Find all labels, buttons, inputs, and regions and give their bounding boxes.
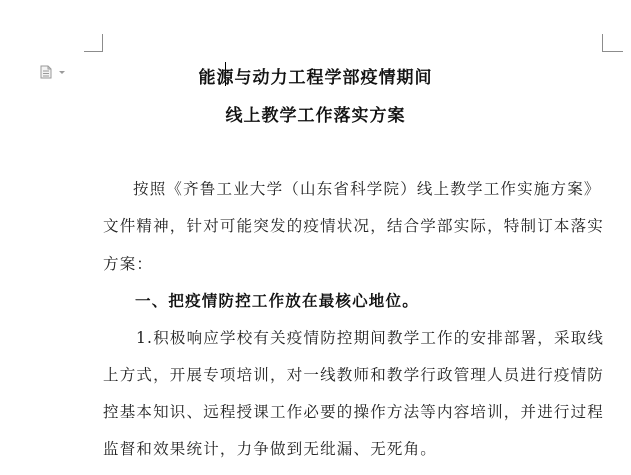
- document-title-line-1: 能源与动力工程学部疫情期间: [198, 68, 433, 88]
- item-1-line-4: 监督和效果统计，力争做到无纰漏、无死角。: [103, 440, 438, 458]
- paragraph-1-line-3: 方案：: [103, 255, 154, 273]
- page-corner-mark-top-left: [84, 34, 103, 52]
- item-1-line-3: 控基本知识、远程授课工作必要的操作方法等内容培训，并进行过程: [103, 403, 605, 421]
- page-corner-mark-top-right: [602, 34, 623, 52]
- paragraph-1-line-1: 按照《齐鲁工业大学（山东省科学院）线上教学工作实施方案》: [133, 180, 601, 198]
- section-heading-1: 一、把疫情防控工作放在最核心地位。: [135, 292, 419, 310]
- paragraph-1-line-2: 文件精神，针对可能突发的疫情状况，结合学部实际，特制订本落实: [103, 217, 605, 235]
- item-1-line-1: 1.积极响应学校有关疫情防控期间教学工作的安排部署，采取线: [136, 329, 605, 347]
- item-1-line-2: 上方式，开展专项培训，对一线教师和教学行政管理人员进行疫情防: [103, 366, 605, 384]
- document-title-line-2: 线上教学工作落实方案: [225, 106, 406, 126]
